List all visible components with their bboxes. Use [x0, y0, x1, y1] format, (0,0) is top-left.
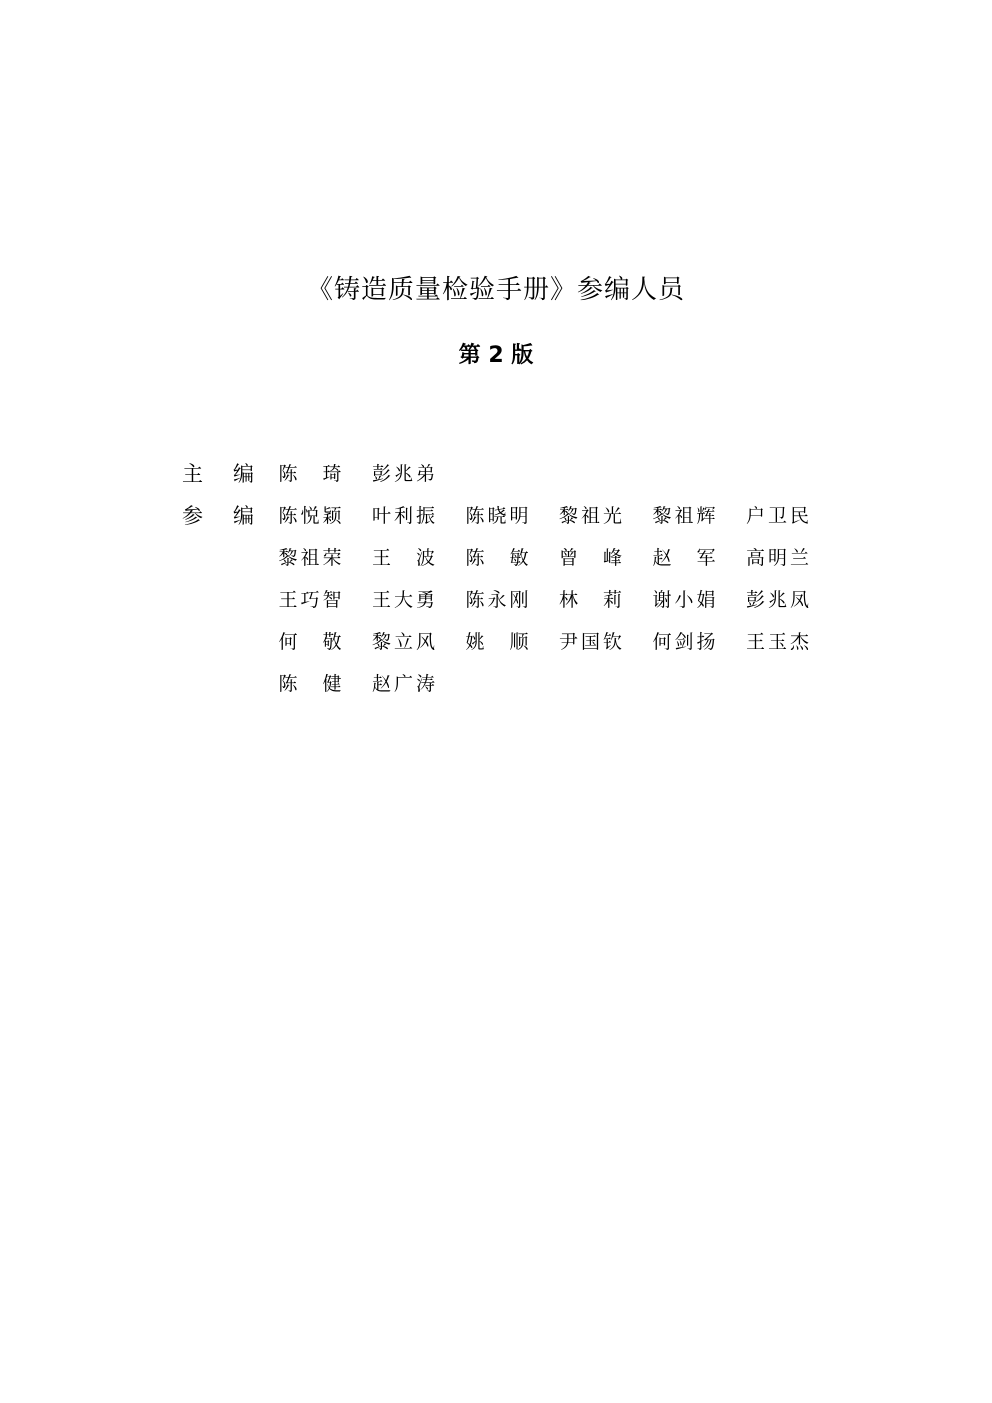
contributor-name: 赵 军	[652, 547, 716, 569]
contributor-names	[277, 501, 837, 699]
contributor-name: 何 敬	[278, 631, 342, 653]
contributor-name: 王 大 勇	[371, 589, 435, 611]
chief-editor-label	[182, 459, 254, 489]
contributor-name: 谢 小 娟	[652, 589, 716, 611]
chief-editor-name: 彭 兆 弟	[371, 463, 435, 485]
contributors-label-char: 编	[233, 504, 254, 528]
contributor-name: 陈 健	[278, 673, 342, 695]
contributor-name: 叶 利 振	[371, 505, 435, 527]
contributor-name: 曾 峰	[558, 547, 622, 569]
contributor-name: 黎 祖 荣	[278, 547, 342, 569]
contributor-name: 陈 永 刚	[465, 589, 529, 611]
contributors-label	[182, 501, 254, 531]
contributor-name: 户 卫 民	[745, 505, 809, 527]
contributors-label-char: 参	[182, 504, 203, 528]
contributor-name: 尹 国 钦	[558, 631, 622, 653]
chief-editor-name: 陈 琦	[278, 463, 342, 485]
contributor-name: 陈 晓 明	[465, 505, 529, 527]
contributor-name: 王 玉 杰	[745, 631, 809, 653]
contributor-name: 陈 悦 颖	[278, 505, 342, 527]
page-title: 《铸造质量检验手册》参编人员	[306, 275, 685, 305]
contributor-name: 赵 广 涛	[371, 673, 435, 695]
contributor-name: 黎 祖 辉	[652, 505, 716, 527]
chief-editor-label-char: 主	[182, 462, 203, 486]
edition-label: 第 2 版	[458, 343, 534, 368]
chief-editor-names	[277, 459, 837, 489]
contributor-name: 彭 兆 凤	[745, 589, 809, 611]
chief-editor-label-char: 编	[233, 462, 254, 486]
contributor-name: 王 波	[371, 547, 435, 569]
contributor-name: 陈 敏	[465, 547, 529, 569]
contributor-name: 高 明 兰	[745, 547, 809, 569]
contributor-name: 何 剑 扬	[652, 631, 716, 653]
contributor-name: 黎 祖 光	[558, 505, 622, 527]
contributor-name: 林 莉	[558, 589, 622, 611]
contributor-name: 黎 立 风	[371, 631, 435, 653]
contributor-name: 姚 顺	[465, 631, 529, 653]
contributor-name: 王 巧 智	[278, 589, 342, 611]
